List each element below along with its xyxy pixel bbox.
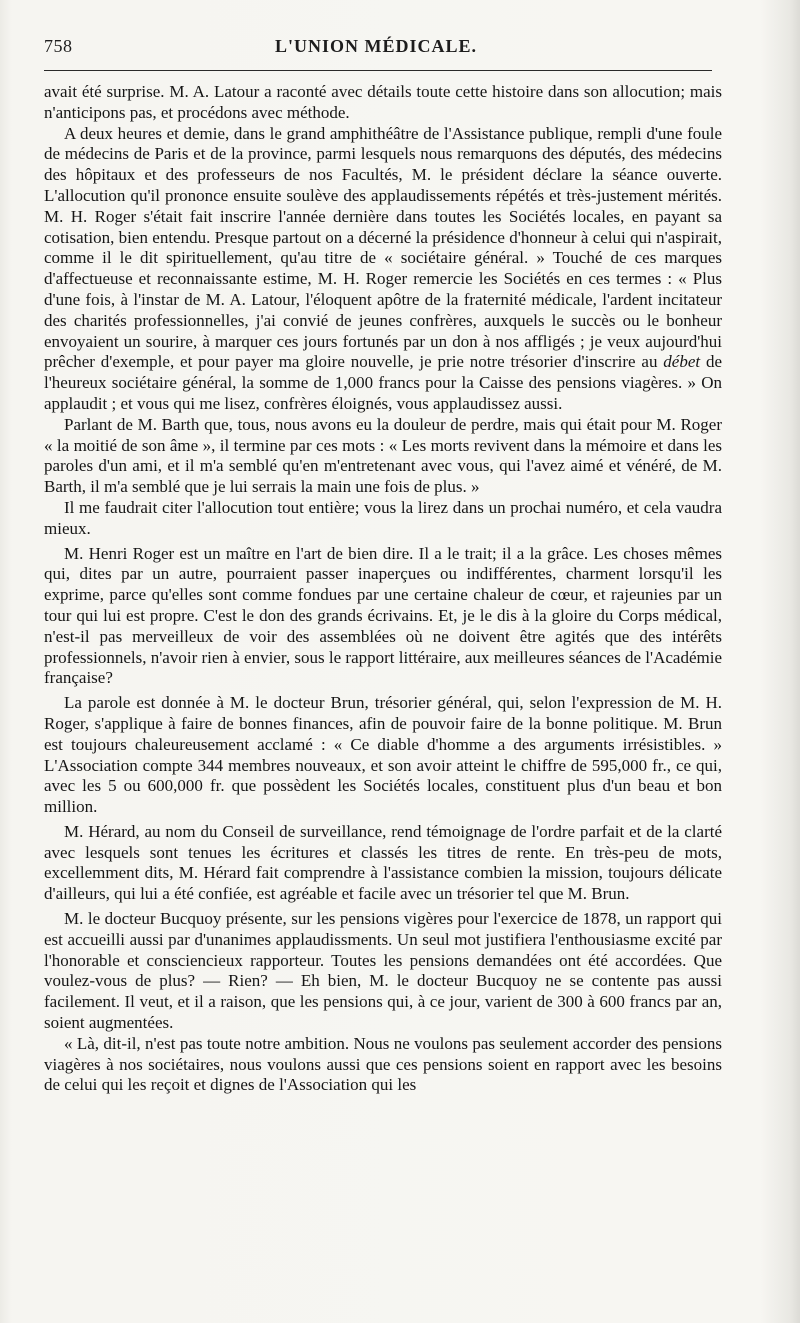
paragraph-2-text-a: A deux heures et demie, dans le grand amphithéâtre de l'Assistance publique, rempli d'une foule de médecins de Paris et de la province, parmi lesquels nous remarquons des députés, des médecins des hôpitaux et des professeurs de nos Facultés, M. le président déclare la séance ouverte. L'allocution qu'il prononce ensuite soulève des applaudissements répétés et très-justement mérités. M. H. Roger s'était fait inscrire l'année dernière dans toutes les Sociétés locales, en payant sa cotisation, bien entendu. Presque partout on a décerné la présidence d'honneur à celui qui n'aspirait, comme il le dit spirituellement, qu'au titre de « sociétaire général. » Touché de ces marques d'affectueuse et reconnaissante estime, M. H. Roger remercie les Sociétés en ces termes : « Plus d'une fois, à l'instar de M. A. Latour, l'éloquent apôtre de la fraternité médicale, l'ardent incitateur des charités professionnelles, j'ai convié de jeunes confrères, auxquels le succès ou le bonheur envoyaient un sourire, à marquer ces jours fortunés par un don à nos affligés ; je veux aujourd'hui prêcher d'exemple, et pour payer ma gloire nouvelle, je prie notre trésorier d'inscrire au — [44, 123, 722, 372]
paragraph-1: avait été surprise. M. A. Latour a raconté avec détails toute cette histoire dans son allocution; mais n'anticipons pas, et procédons avec méthode. — [44, 82, 722, 122]
paragraph-6: La parole est donnée à M. le docteur Brun, trésorier général, qui, selon l'expression de M. H. Roger, s'applique à faire de bonnes finances, afin de pouvoir faire de la bonne politique. M. Brun est toujours chaleureusement acclamé : « Ce diable d'homme a des arguments irrésistibles. » L'Association compte 344 membres nouveaux, et son avoir atteint le chiffre de 595,000 fr., ce qui, avec les 5 ou 600,000 fr. que possèdent les Sociétés locales, constituent plus d'un beau et bon million. — [44, 693, 722, 817]
page-header — [44, 36, 708, 64]
article-body — [44, 82, 722, 1096]
paragraph-2-text-b: de l'heureux sociétaire général, la somme de 1,000 francs pour la Caisse des pensions viagères. » On applaudit ; et vous qui me lisez, confrères éloignés, vous applaudissez aussi. — [44, 352, 723, 413]
paragraph-7: M. Hérard, au nom du Conseil de surveillance, rend témoignage de l'ordre parfait et de la clarté avec lesquels sont tenues les écritures et classés les titres de rente. En très-peu de mots, excellemment dits, M. Hérard fait comprendre à l'assistance combien la mission, toujours délicate d'ailleurs, qui lui a été confiée, est agréable et facile avec un trésorier tel que M. Brun. — [44, 821, 722, 904]
paragraph-4: Il me faudrait citer l'allocution tout entière; vous la lirez dans un prochai numéro, et cela vaudra mieux. — [44, 497, 722, 538]
paragraph-2-italic-debet: débet — [663, 352, 701, 372]
paragraph-3: Parlant de M. Barth que, tous, nous avons eu la douleur de perdre, mais qui était pour M. Roger « la moitié de son âme », il termine par ces mots : « Les morts revivent dans la mémoire et dans les paroles d'un ami, et il m'a semblé qu'en m'entretenant avec vous, qui l'avez aimé et vénéré, de M. Barth, il m'a semblé que je lui serrais la main une fois de plus. » — [44, 414, 722, 497]
page-number: 758 — [44, 36, 73, 56]
paragraph-9: « Là, dit-il, n'est pas toute notre ambition. Nous ne voulons pas seulement accorder des pensions viagères à nos sociétaires, nous voulons aussi que ces pensions soient en rapport avec les besoins de celui qui les reçoit et dignes de l'Association qui les — [44, 1033, 722, 1095]
paragraph-8: M. le docteur Bucquoy présente, sur les pensions vigères pour l'exercice de 1878, un rapport qui est accueilli aussi par d'unanimes applaudissments. Un seul mot justifiera l'enthousiasme excité par l'honorable et consciencieux rapporteur. Toutes les pensions demandées ont été accordées. Que voulez-vous de plus? — Rien? — Eh bien, M. le docteur Bucquoy ne se contente pas aussi facilement. Il veut, et il a raison, que les pensions qui, à ce jour, varient de 300 à 600 francs par an, soient augmentées. — [44, 909, 722, 1033]
header-rule — [44, 70, 712, 71]
paragraph-2 — [44, 124, 722, 415]
paragraph-5: M. Henri Roger est un maître en l'art de bien dire. Il a le trait; il a la grâce. Les choses mêmes qui, dites par un autre, pourraient passer inaperçues ou indifférentes, charment lorsqu'il les exprime, parce qu'elles sont comme fondues par une certaine chaleur de cœur, et rajeunies par un tour qui lui est propre. C'est le don des grands écrivains. Et, je le dis à la gloire du Corps médical, n'est-il pas merveilleux de voir des assemblées où ne doivent être agités que des intérêts professionnels, n'avoir rien à envier, sous le rapport littéraire, aux meilleures séances de l'Académie française? — [44, 543, 722, 688]
running-title: L'UNION MÉDICALE. — [274, 36, 478, 56]
